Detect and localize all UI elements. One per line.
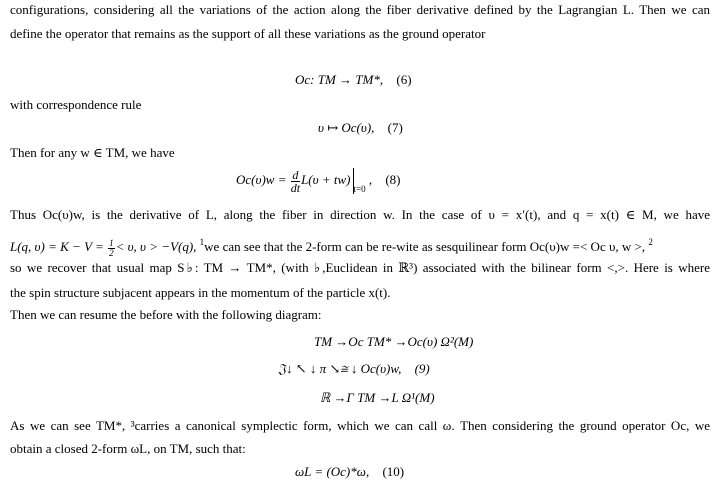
- paragraph-1-line-1: configurations, considering all the variations of the action along the fiber derivative defined by the Lagrangian L. Then we can: [10, 2, 710, 17]
- equation-6: [295, 72, 412, 88]
- equation-8-rhs: L(υ + tw): [301, 172, 351, 187]
- paragraph-3-line-1: As we can see TM*, ³carries a canonical symplectic form, which we can call ω. Then considering the ground operator Oc, we: [10, 418, 710, 433]
- paragraph-3-line-2: obtain a closed 2-form ωL, on TM, such that:: [10, 441, 246, 456]
- paragraph-2-line-1: Thus Oc(υ)w, is the derivative of L, along the fiber in direction w. In the case of υ = x′(t), and q = x(t) ∈ M, we have: [10, 207, 710, 222]
- text-correspondence: with correspondence rule: [10, 97, 142, 112]
- equation-7-number: (7): [387, 120, 403, 135]
- footnote-marker-1: 1: [199, 237, 205, 247]
- diagram-row-2: [278, 361, 430, 377]
- equation-8-tail: ,: [368, 172, 373, 187]
- equation-8-number: (8): [385, 172, 401, 187]
- equation-10: [295, 464, 404, 480]
- paragraph-2-line-2-part-c: we can see that the 2-form can be re-wite as sesquilinear form Oc(υ)w =< Oc υ, w >,: [204, 239, 649, 254]
- equation-8-lhs: Oc(υ)w =: [236, 172, 287, 187]
- equation-8-eval-subscript: t=0: [353, 184, 366, 194]
- diagram-row-2-arrows: 𝔍↓ ↖ ↓ π ↘≅ ↓ Oc(υ)w,: [278, 361, 402, 376]
- paragraph-2-line-2: [10, 232, 710, 258]
- paragraph-2-line-3: so we recover that usual map S♭: TM → TM*, (with ♭,Euclidean in ℝ³) associated with the bilinear form <,>. Here is where: [10, 260, 710, 275]
- one-half-bottom: 2: [109, 247, 114, 258]
- equation-7: [318, 120, 403, 136]
- paragraph-2-line-5: Then we can resume the before with the following diagram:: [10, 307, 322, 322]
- equation-8-frac-top: d: [292, 167, 299, 182]
- footnote-marker-2: 2: [648, 237, 653, 247]
- paragraph-2-line-2-part-b: < υ, υ > −V(q),: [115, 239, 200, 254]
- equation-10-body: ωL = (Oc)*ω,: [295, 464, 370, 479]
- one-half-fraction: [108, 239, 115, 258]
- paragraph-1-line-2: define the operator that remains as the support of all these variations as the ground operator: [10, 26, 486, 41]
- equation-6-body: Oc: TM → TM*,: [295, 72, 384, 87]
- equation-8: [236, 166, 401, 194]
- text-then: Then for any w ∈ TM, we have: [10, 145, 175, 160]
- one-half-top: 1: [109, 237, 114, 248]
- equation-8-derivative: [291, 169, 300, 194]
- equation-6-number: (6): [396, 72, 412, 87]
- paragraph-2-line-2-part-a: L(q, υ) = K − V =: [10, 239, 108, 254]
- paragraph-2-line-4: the spin structure subjacent appears in the momentum of the particle x(t).: [10, 285, 391, 300]
- equation-8-frac-bottom: dt: [290, 180, 301, 195]
- equation-7-body: υ ↦ Oc(υ),: [318, 120, 375, 135]
- equation-10-number: (10): [382, 464, 405, 479]
- equation-9-number: (9): [414, 361, 430, 376]
- diagram-row-1: TM →Oc TM* →Oc(υ) Ω²(M): [314, 334, 474, 349]
- diagram-row-3: ℝ →Γ TM →L Ω¹(M): [320, 390, 435, 405]
